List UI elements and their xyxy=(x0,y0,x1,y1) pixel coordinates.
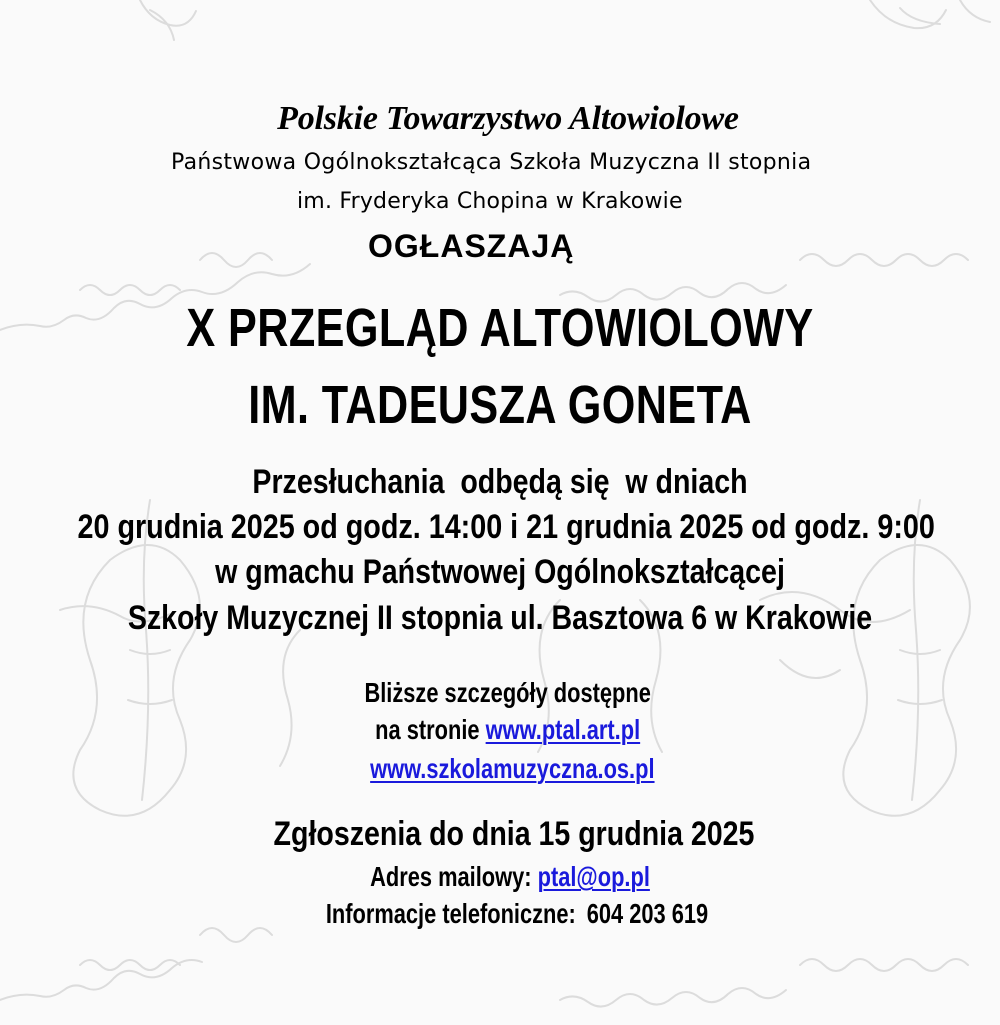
auditions-dates: 20 grudnia 2025 od godz. 14:00 i 21 grudnia 2025 od godz. 9:00 xyxy=(77,508,935,546)
organization-name: Polskie Towarzystwo Altowiolowe xyxy=(277,100,739,137)
details-heading: Bliższe szczegóły dostępne xyxy=(364,677,651,708)
phone-line xyxy=(112,898,892,930)
event-title-line-1: X PRZEGLĄD ALTOWIOLOWY xyxy=(186,298,814,358)
email-line xyxy=(112,861,892,893)
details-prefix: na stronie xyxy=(375,714,480,745)
school-name: Państwowa Ogólnokształcąca Szkoła Muzyczna II stopnia xyxy=(171,150,812,175)
venue-line-2: Szkoły Muzycznej II stopnia ul. Basztowa 6 w Krakowie xyxy=(127,599,873,637)
email-link[interactable]: ptal@op.pl xyxy=(537,861,650,892)
school-website-line xyxy=(112,753,892,785)
venue-line-1: w gmachu Państwowej Ogólnokształcącej xyxy=(215,553,785,591)
email-label: Adres mailowy: xyxy=(370,861,532,892)
phone-label: Informacje telefoniczne: xyxy=(325,898,576,929)
school-website-link[interactable]: www.szkolamuzyczna.os.pl xyxy=(370,753,655,784)
announce-heading: OGŁASZAJĄ xyxy=(368,228,575,264)
event-title-line-2: IM. TADEUSZA GONETA xyxy=(248,375,752,435)
phone-number: 604 203 619 xyxy=(586,898,709,929)
ptal-website-link[interactable]: www.ptal.art.pl xyxy=(485,714,641,745)
registration-deadline: Zgłoszenia do dnia 15 grudnia 2025 xyxy=(273,815,755,853)
school-patron: im. Fryderyka Chopina w Krakowie xyxy=(297,189,683,214)
auditions-info: Przesłuchania odbędą się w dniach xyxy=(252,463,748,501)
details-website-line xyxy=(112,714,892,746)
